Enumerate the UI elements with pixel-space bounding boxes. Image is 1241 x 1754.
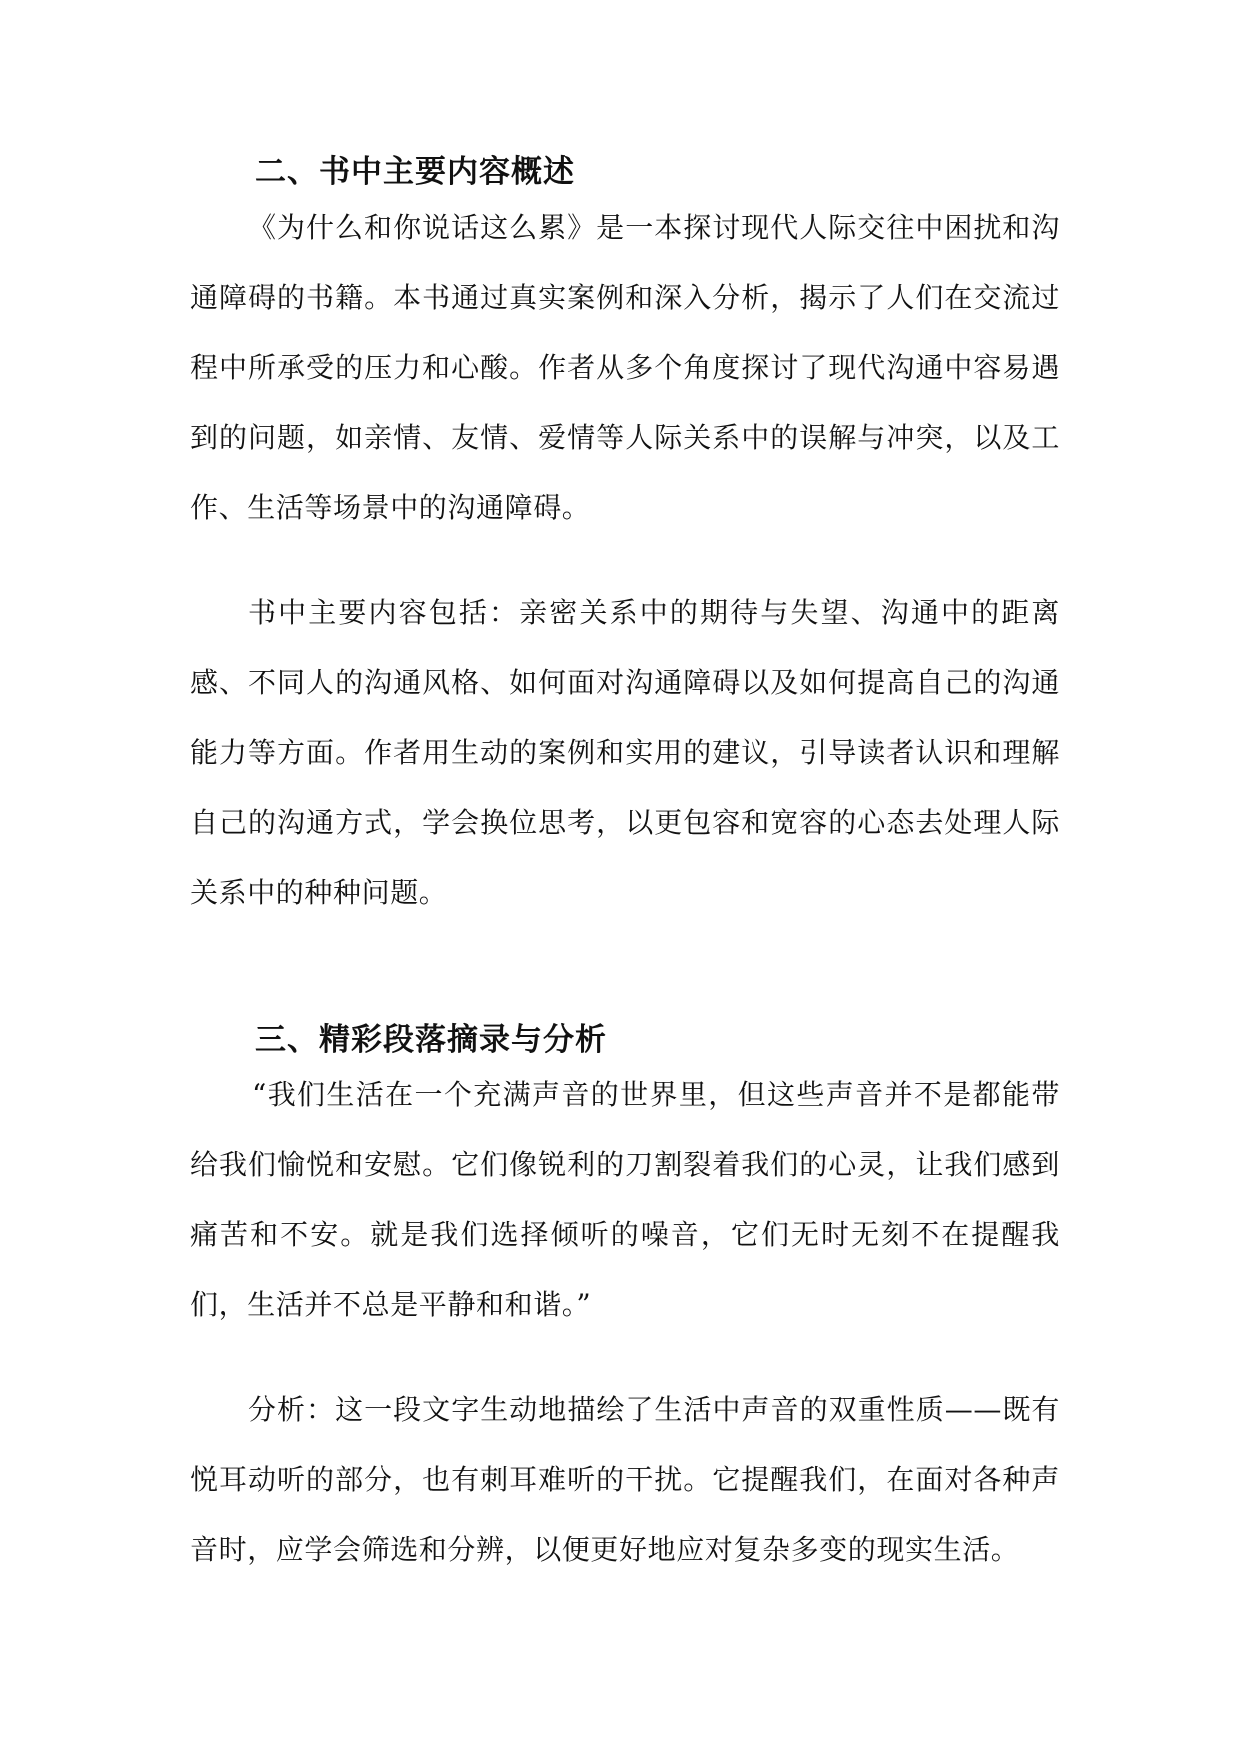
section-3-heading: 三、精彩段落摘录与分析	[255, 1022, 607, 1058]
section-2-paragraph-2: 书中主要内容包括：亲密关系中的期待与失望、沟通中的距离感、不同人的沟通风格、如何面对沟通障碍以及如何提高自己的沟通能力等方面。作者用生动的案例和实用的建议，引导读者认识和理解自己的沟通方式，学会换位思考，以更包容和宽容的心态去处理人际关系中的种种问题。	[190, 596, 1060, 909]
excerpt-analysis: 分析：这一段文字生动地描绘了生活中声音的双重性质——既有悦耳动听的部分，也有刺耳难听的干扰。它提醒我们，在面对各种声音时，应学会筛选和分辨，以便更好地应对复杂多变的现实生活。	[190, 1393, 1060, 1566]
section-2-paragraph-1: 《为什么和你说话这么累》是一本探讨现代人际交往中困扰和沟通障碍的书籍。本书通过真实案例和深入分析，揭示了人们在交流过程中所承受的压力和心酸。作者从多个角度探讨了现代沟通中容易遇到的问题，如亲情、友情、爱情等人际关系中的误解与冲突，以及工作、生活等场景中的沟通障碍。	[190, 211, 1060, 524]
quoted-excerpt: “我们生活在一个充满声音的世界里，但这些声音并不是都能带给我们愉悦和安慰。它们像锐利的刀割裂着我们的心灵，让我们感到痛苦和不安。就是我们选择倾听的噪音，它们无时无刻不在提醒我们，生活并不总是平静和和谐。”	[190, 1078, 1060, 1321]
section-2-heading: 二、书中主要内容概述	[255, 154, 575, 190]
